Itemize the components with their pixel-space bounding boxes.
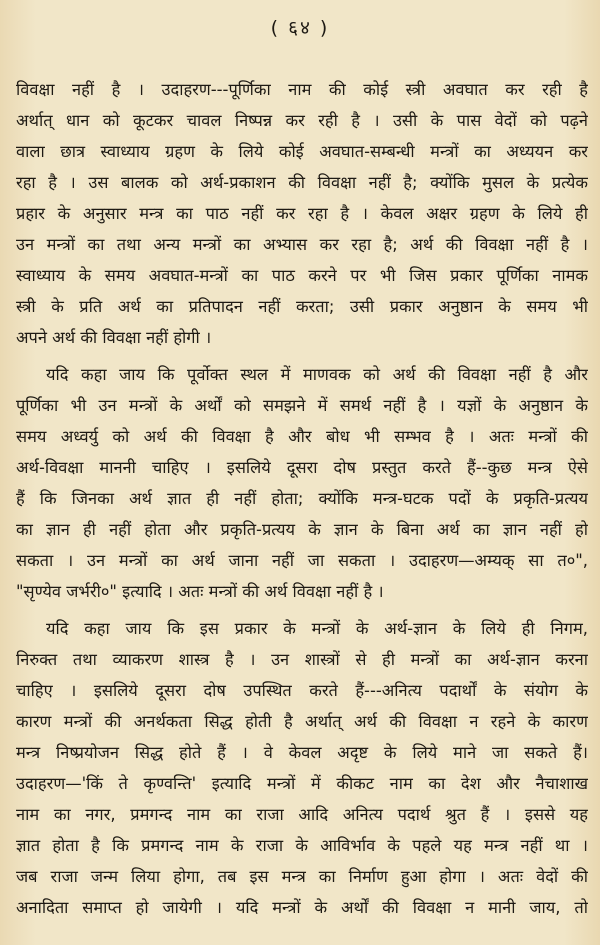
text-line: यदि कहा जाय कि इस प्रकार के मन्त्रों के अर्थ-ज्ञान के लिये ही निगम, — [46, 619, 588, 638]
text-line: प्रहार के अनुसार मन्त्र का पाठ नहीं कर रहा है । केवल अक्षर ग्रहण के लिये ही — [16, 204, 588, 223]
paragraph-3 — [16, 613, 588, 923]
text-line: उदाहरण—'किं ते कृण्वन्ति' इत्यादि मन्त्रों में कीकट नाम का देश और नैचाशाख — [16, 774, 588, 793]
text-line: वाला छात्र स्वाध्याय ग्रहण के लिये कोई अवघात-सम्बन्धी मन्त्रों का अध्ययन कर — [16, 142, 588, 161]
paragraph-1 — [16, 74, 588, 353]
text-line: कारण मन्त्रों की अनर्थकता सिद्ध होती है अर्थात् अर्थ की विवक्षा न रहने के कारण — [16, 712, 588, 731]
paragraph-2 — [16, 359, 588, 607]
text-line: चाहिए । इसलिये दूसरा दोष उपस्थित करते हैं---अनित्य पदार्थों के संयोग के — [16, 681, 588, 700]
text-line: अनादिता समाप्त हो जायेगी । यदि मन्त्रों के अर्थों की विवक्षा न मानी जाय, तो — [16, 898, 588, 917]
text-line: मन्त्र निष्प्रयोजन सिद्ध होते हैं । वे केवल अदृष्ट के लिये माने जा सकते हैं। — [16, 743, 588, 762]
text-line: ज्ञात होता है कि प्रमगन्द नाम के राजा के आविर्भाव के पहले यह मन्त्र नहीं था । — [16, 836, 588, 855]
text-line: उन मन्त्रों का तथा अन्य मन्त्रों का अभ्यास कर रहा है; अर्थ की विवक्षा नहीं है । — [16, 235, 588, 254]
text-line: रहा है । उस बालक को अर्थ-प्रकाशन की विवक्षा नहीं है; क्योंकि मुसल के प्रत्येक — [16, 173, 588, 192]
text-line: स्त्री के प्रति अर्थ का प्रतिपादन नहीं करता; उसी प्रकार अनुष्ठान के समय भी — [16, 297, 588, 316]
text-line: अर्थात् धान को कूटकर चावल निष्पन्न कर रही है । उसी के पास वेदों को पढ़ने — [16, 111, 588, 130]
text-line: यदि कहा जाय कि पूर्वोक्त स्थल में माणवक को अर्थ की विवक्षा नहीं है और — [46, 365, 588, 384]
text-line: का ज्ञान ही नहीं होता और प्रकृति-प्रत्यय के ज्ञान के बिना अर्थ का ज्ञान नहीं हो — [16, 520, 588, 539]
text-line: विवक्षा नहीं है । उदाहरण---पूर्णिका नाम की कोई स्त्री अवघात कर रही है — [16, 80, 588, 99]
text-line: जब राजा जन्म लिया होगा, तब इस मन्त्र का निर्माण हुआ होगा । अतः वेदों की — [16, 867, 588, 886]
text-line: हैं कि जिनका अर्थ ज्ञात ही नहीं होता; क्योंकि मन्त्र-घटक पदों के प्रकृति-प्रत्यय — [16, 489, 588, 508]
text-line: सकता । उन मन्त्रों का अर्थ जाना नहीं जा सकता । उदाहरण—अम्यक् सा त०", — [16, 551, 588, 570]
text-line: अपने अर्थ की विवक्षा नहीं होगी । — [16, 328, 212, 347]
page-number: ( ६४ ) — [270, 17, 330, 39]
text-line: निरुक्त तथा व्याकरण शास्त्र है । उन शास्त्रों से ही मन्त्रों का अर्थ-ज्ञान करना — [16, 650, 588, 669]
text-line: नाम का नगर, प्रमगन्द नाम का राजा आदि अनित्य पदार्थ श्रुत हैं । इससे यह — [16, 805, 588, 824]
page-body — [16, 74, 588, 923]
text-line: अर्थ-विवक्षा माननी चाहिए । इसलिये दूसरा दोष प्रस्तुत करते हैं--कुछ मन्त्र ऐसे — [16, 458, 588, 477]
text-line: समय अध्वर्यु को अर्थ की विवक्षा है और बोध भी सम्भव है । अतः मन्त्रों की — [16, 427, 588, 446]
text-line: पूर्णिका भी उन मन्त्रों के अर्थों को समझने में समर्थ नहीं है । यज्ञों के अनुष्ठान के — [16, 396, 588, 415]
text-line: "सृण्येव जर्भरी०" इत्यादि । अतः मन्त्रों की अर्थ विवक्षा नहीं है । — [16, 582, 384, 601]
text-line: स्वाध्याय के समय अवघात-मन्त्रों का पाठ करने पर भी जिस प्रकार पूर्णिका नामक — [16, 266, 588, 285]
